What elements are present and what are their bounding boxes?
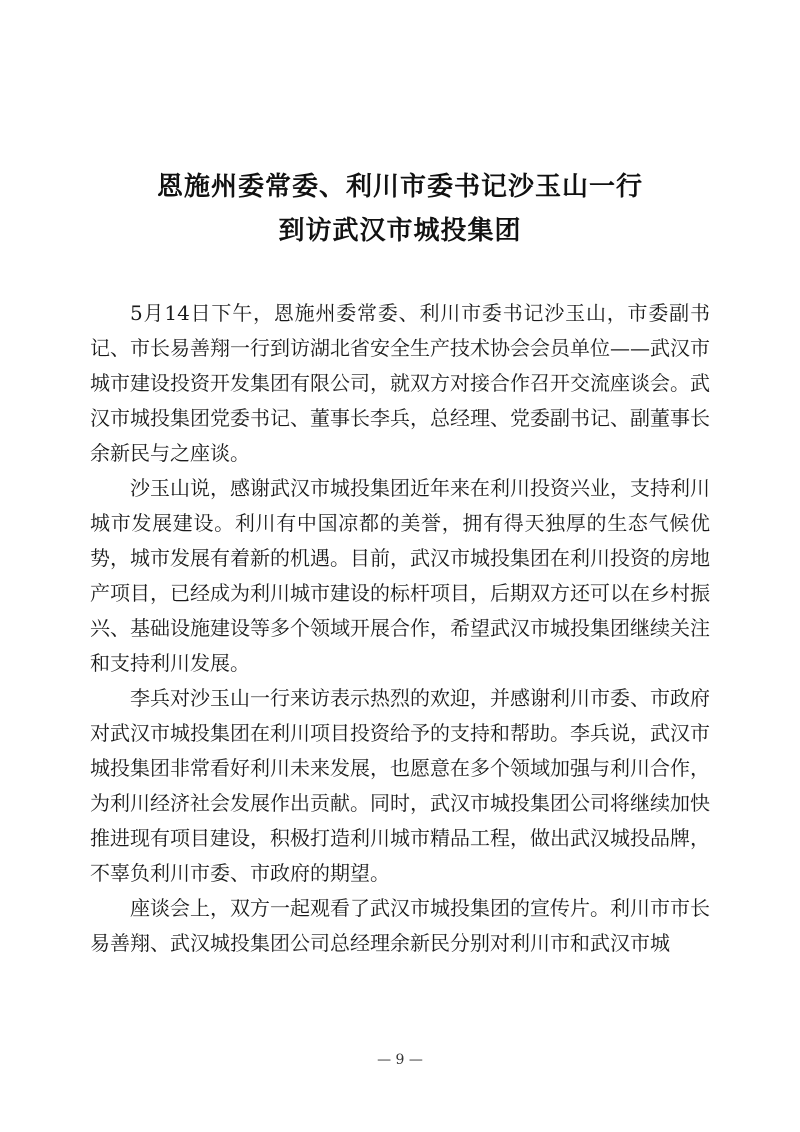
title-line-1: 恩施州委常委、利川市委书记沙玉山一行 [156, 172, 643, 202]
paragraph-4: 座谈会上，双方一起观看了武汉市城投集团的宣传片。利川市市长易善翔、武汉城投集团公司总经理余新民分别对利川市和武汉市城 [90, 896, 710, 955]
paragraph-3: 李兵对沙玉山一行来访表示热烈的欢迎，并感谢利川市委、市政府对武汉市城投集团在利川项目投资给予的支持和帮助。李兵说，武汉市城投集团非常看好利川未来发展，也愿意在多个领域加强与利川合作，为利川经济社会发展作出贡献。同时，武汉市城投集团公司将继续加快推进现有项目建设，积极打造利川城市精品工程，做出武汉城投品牌，不辜负利川市委、市政府的期望。 [90, 686, 710, 885]
title-line-2: 到访武汉市城投集团 [278, 216, 522, 246]
article-title [90, 165, 710, 253]
paragraph-2: 沙玉山说，感谢武汉市城投集团近年来在利川投资兴业，支持利川城市发展建设。利川有中国凉都的美誉，拥有得天独厚的生态气候优势，城市发展有着新的机遇。目前，武汉市城投集团在利川投资的房地产项目，已经成为利川城市建设的标杆项目，后期双方还可以在乡村振兴、基础设施建设等多个领域开展合作，希望武汉市城投集团继续关注和支持利川发展。 [90, 476, 710, 675]
page-number: — 9 — [377, 1052, 423, 1068]
paragraph-1: 5月14日下午，恩施州委常委、利川市委书记沙玉山，市委副书记、市长易善翔一行到访湖北省安全生产技术协会会员单位——武汉市城市建设投资开发集团有限公司，就双方对接合作召开交流座谈会。武汉市城投集团党委书记、董事长李兵，总经理、党委副书记、副董事长余新民与之座谈。 [90, 301, 710, 465]
article-body [90, 296, 710, 961]
